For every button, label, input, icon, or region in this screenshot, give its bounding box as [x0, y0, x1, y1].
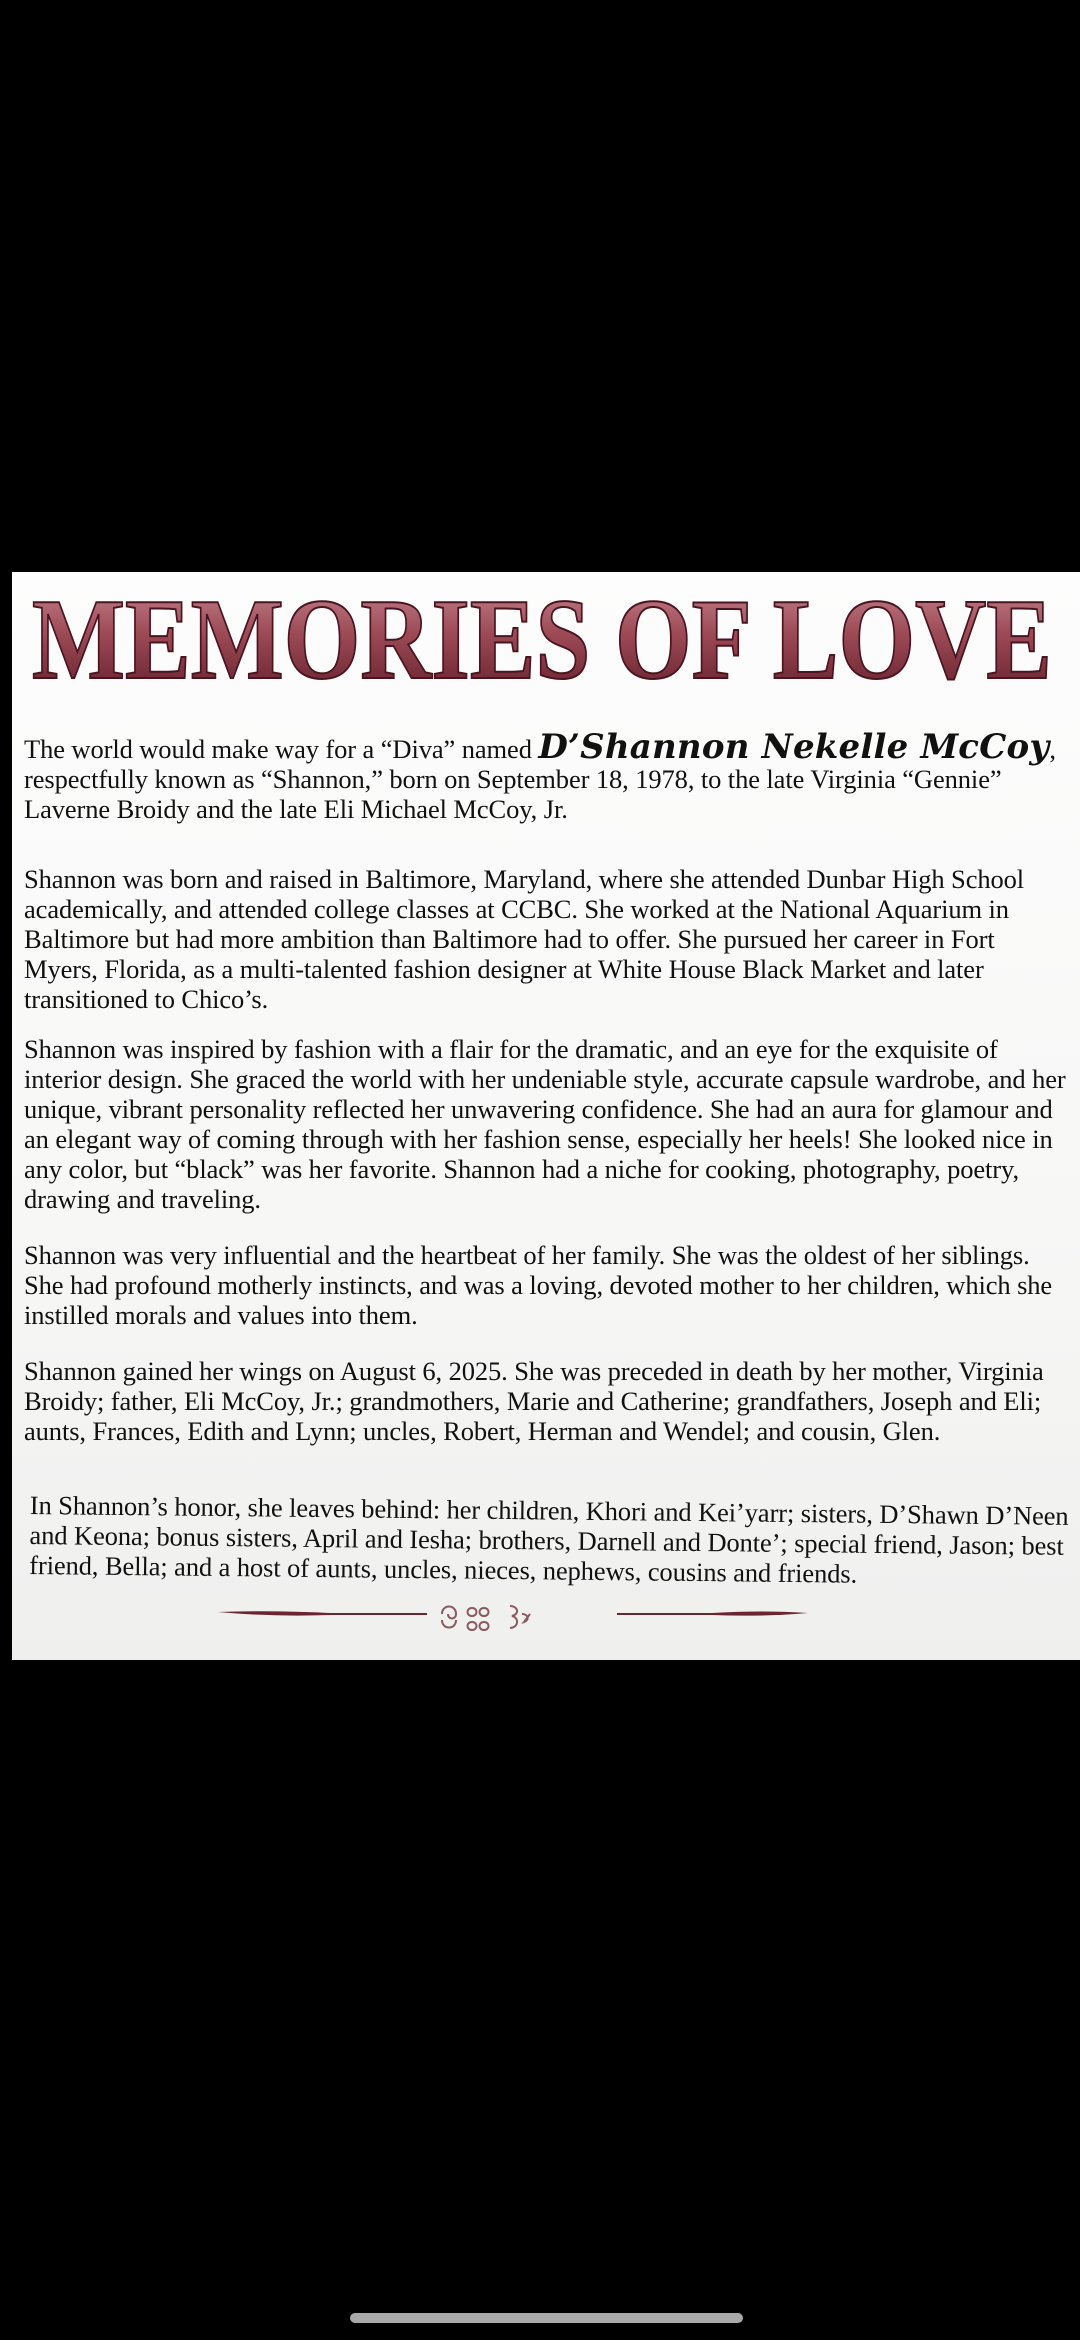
ornament-divider [212, 1600, 812, 1640]
deceased-name: D’Shannon Nekelle McCoy [538, 727, 1050, 767]
paragraph-family: Shannon was very influential and the heartbeat of her family. She was the oldest of her siblings. She had profound motherly instincts, and was a loving, devoted mother to her children, which she instilled morals and values into them. [24, 1240, 1053, 1330]
paragraph-survivors: In Shannon’s honor, she leaves behind: her children, Khori and Kei’yarr; sisters, D’Shawn D’Neen and Keona; bonus sisters, April and Iesha; brothers, Darnell and Donte’; special friend, Jason; best friend, Bella; and a host of aunts, uncles, nieces, nephews, cousins and friends. [29, 1490, 1069, 1589]
home-indicator[interactable] [350, 2313, 743, 2323]
paragraph-intro [24, 727, 1074, 824]
intro-rest-text: , respectfully known as “Shannon,” born on September 18, 1978, to the late Virginia “Gennie” Laverne Broidy and the late Eli Michael McCoy, Jr. [24, 734, 1056, 824]
page-title [12, 578, 1080, 696]
paragraph-early-life: Shannon was born and raised in Baltimore, Maryland, where she attended Dunbar High School academically, and attended college classes at CCBC. She worked at the National Aquarium in Baltimore but had more ambition than Baltimore had to offer. She pursued her career in Fort Myers, Florida, as a multi-talented fashion designer at White House Black Market and later transitioned to Chico’s. [24, 864, 1025, 1014]
title-graphic [12, 578, 1080, 696]
paragraph-passing: Shannon gained her wings on August 6, 2025. She was preceded in death by her mother, Virginia Broidy; father, Eli McCoy, Jr.; grandmothers, Marie and Catherine; grandfathers, Joseph and Eli; aunts, Frances, Edith and Lynn; uncles, Robert, Herman and Wendel; and cousin, Glen. [24, 1356, 1044, 1446]
paragraph-fashion: Shannon was inspired by fashion with a flair for the dramatic, and an eye for the exquisite of interior design. She graced the world with her undeniable style, accurate capsule wardrobe, and her unique, vibrant personality reflected her unwavering confidence. She had an aura for glamour and an elegant way of coming through with her fashion sense, especially her heels! She looked nice in any color, but “black” was her favorite. Shannon had a niche for cooking, photography, poetry, drawing and traveling. [24, 1034, 1066, 1214]
intro-text: The world would make way for a “Diva” named [24, 734, 539, 764]
obituary-photo [12, 572, 1080, 1660]
title-text: MEMORIES OF LOVE [32, 578, 1052, 696]
